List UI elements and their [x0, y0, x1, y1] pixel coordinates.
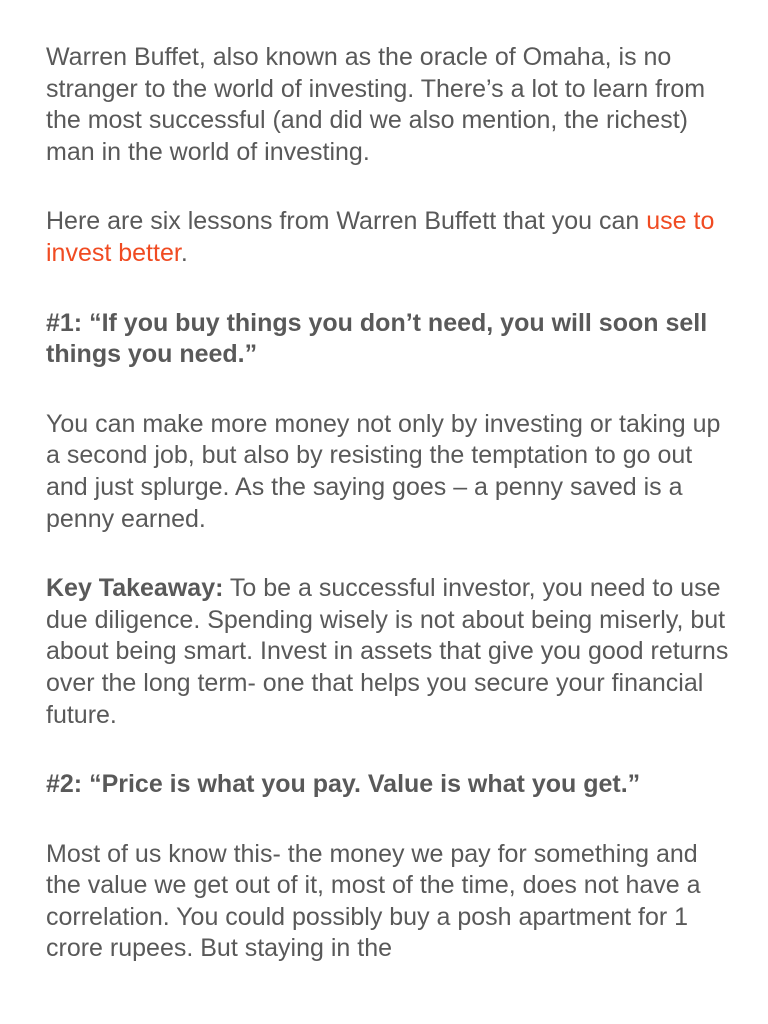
key-takeaway-label: Key Takeaway:: [46, 574, 224, 603]
lessons-intro-period: .: [180, 238, 188, 267]
intro-paragraph: Warren Buffet, also known as the oracle of Omaha, is no stranger to the world of investing. There’s a lot to learn from the most successful (and did we also mention, the richest) man in the world of investing.: [46, 43, 706, 166]
lesson-1-takeaway: [46, 573, 736, 731]
article-body: [46, 42, 736, 1003]
lessons-intro-text: Here are six lessons from Warren Buffett that you can: [46, 207, 647, 236]
lesson-1-body: You can make more money not only by investing or taking up a second job, but also by resisting the temptation to go out and just splurge. As the saying goes – a penny saved is a penny earned.: [46, 409, 721, 533]
lessons-intro-paragraph: [46, 206, 736, 269]
lesson-1-heading: #1: “If you buy things you don’t need, you will soon sell things you need.”: [46, 308, 708, 369]
invest-better-link[interactable]: use to invest better: [46, 207, 715, 267]
key-takeaway-text: To be a successful investor, you need to use due diligence. Spending wisely is not about being miserly, but about being smart. Invest in assets that give you good returns over the long term- one that helps you secure your financial future.: [46, 574, 729, 729]
lesson-2-body: Most of us know this- the money we pay for something and the value we get out of it, most of the time, does not have a correlation. You could possibly buy a posh apartment for 1 crore rupees. But staying in the: [46, 839, 701, 963]
lesson-2-heading: #2: “Price is what you pay. Value is what you get.”: [46, 770, 641, 799]
